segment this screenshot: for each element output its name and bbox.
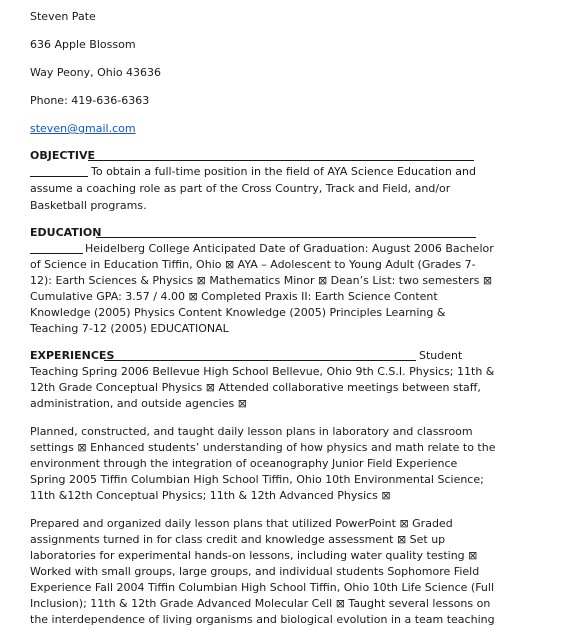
education-blank xyxy=(30,253,83,254)
experiences-heading: EXPERIENCES xyxy=(30,349,115,362)
experience-line: laboratories for experimental hands-on lessons, including water quality testing ⊠ xyxy=(30,549,478,562)
experience-line: Experience Fall 2004 Tiffin Columbian High School Tiffin, Ohio 10th Life Science (Full xyxy=(30,581,495,594)
experiences-line: administration, and outside agencies ⊠ xyxy=(30,397,247,410)
experiences-line: Student xyxy=(419,349,463,362)
education-rule xyxy=(96,237,476,238)
education-heading: EDUCATION xyxy=(30,226,102,239)
contact-phone: Phone: 419-636-6363 xyxy=(30,94,150,107)
objective-line: To obtain a full-time position in the field of AYA Science Education and xyxy=(91,165,476,178)
experience-line: assignments turned in for class credit and knowledge assessment ⊠ Set up xyxy=(30,533,446,546)
objective-blank xyxy=(30,176,88,177)
objective-line: assume a coaching role as part of the Cross Country, Track and Field, and/or xyxy=(30,182,451,195)
experience-line: Planned, constructed, and taught daily lesson plans in laboratory and classroom xyxy=(30,425,473,438)
education-line: Knowledge (2005) Physics Content Knowledge (2005) Principles Learning & xyxy=(30,306,446,319)
contact-email-link[interactable]: steven@gmail.com xyxy=(30,122,136,135)
objective-line: Basketball programs. xyxy=(30,199,147,212)
objective-heading: OBJECTIVE xyxy=(30,149,96,162)
experiences-rule xyxy=(104,360,416,361)
experiences-line: 12th Grade Conceptual Physics ⊠ Attended collaborative meetings between staff, xyxy=(30,381,481,394)
experience-line: 11th &12th Conceptual Physics; 11th & 12th Advanced Physics ⊠ xyxy=(30,489,391,502)
contact-name: Steven Pate xyxy=(30,10,96,23)
experience-line: Inclusion); 11th & 12th Grade Advanced Molecular Cell ⊠ Taught several lessons on xyxy=(30,597,491,610)
education-line: 12): Earth Sciences & Physics ⊠ Mathematics Minor ⊠ Dean’s List: two semesters ⊠ xyxy=(30,274,493,287)
experience-line: settings ⊠ Enhanced students’ understanding of how physics and math relate to the xyxy=(30,441,496,454)
education-line: Teaching 7-12 (2005) EDUCATIONAL xyxy=(30,322,229,335)
experience-line: Spring 2005 Tiffin Columbian High School Tiffin, Ohio 10th Environmental Science; xyxy=(30,473,484,486)
education-line: of Science in Education Tiffin, Ohio ⊠ AYA – Adolescent to Young Adult (Grades 7- xyxy=(30,258,476,271)
contact-city: Way Peony, Ohio 43636 xyxy=(30,66,162,79)
objective-rule xyxy=(88,160,474,161)
experiences-line: Teaching Spring 2006 Bellevue High School Bellevue, Ohio 9th C.S.I. Physics; 11th & xyxy=(30,365,495,378)
experience-line: the interdependence of living organisms and biological evolution in a team teaching xyxy=(30,613,495,626)
experience-line: Worked with small groups, large groups, and individual students Sophomore Field xyxy=(30,565,480,578)
contact-street: 636 Apple Blossom xyxy=(30,38,136,51)
education-line: Cumulative GPA: 3.57 / 4.00 ⊠ Completed Praxis II: Earth Science Content xyxy=(30,290,438,303)
education-line: Heidelberg College Anticipated Date of Graduation: August 2006 Bachelor xyxy=(85,242,494,255)
experience-line: environment through the integration of oceanography Junior Field Experience xyxy=(30,457,458,470)
experience-line: Prepared and organized daily lesson plans that utilized PowerPoint ⊠ Graded xyxy=(30,517,453,530)
